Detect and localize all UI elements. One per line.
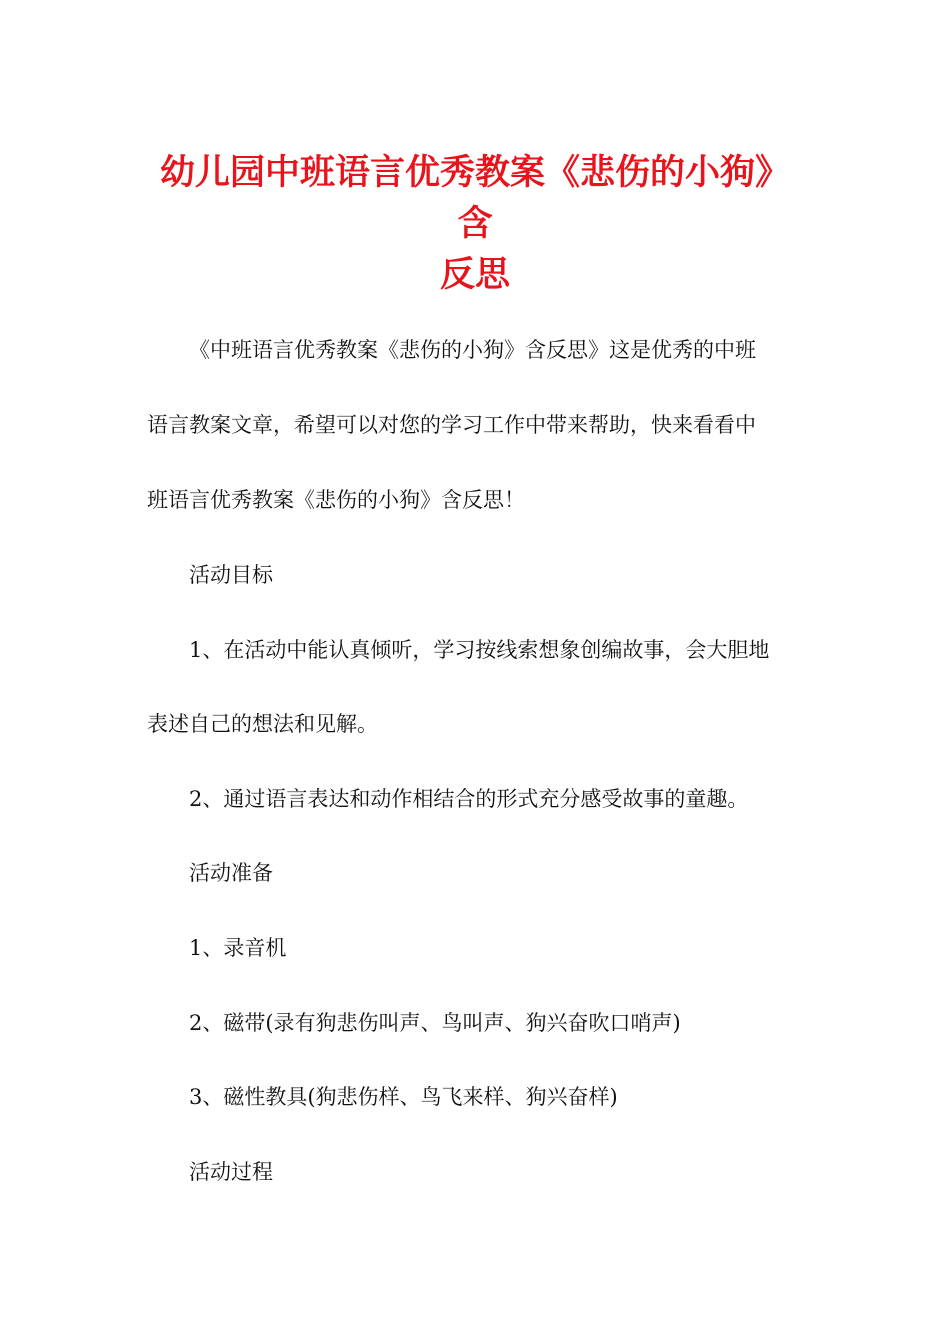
prep-item-1: 1、录音机 [189,936,287,960]
document-title [145,148,805,301]
title-line-1: 幼儿园中班语言优秀教案《悲伤的小狗》含 [159,153,790,244]
section-heading-prep: 活动准备 [189,861,273,885]
section-heading-process: 活动过程 [189,1160,273,1184]
intro-line-2: 语言教案文章，希望可以对您的学习工作中带来帮助，快来看看中 [147,413,756,437]
intro-line-1: 《中班语言优秀教案《悲伤的小狗》含反思》这是优秀的中班 [189,338,756,362]
prep-item-2: 2、磁带(录有狗悲伤叫声、鸟叫声、狗兴奋吹口哨声) [189,1011,681,1035]
goal-1-line-1: 1、在活动中能认真倾听，学习按线索想象创编故事，会大胆地 [189,638,770,662]
title-line-2: 反思 [439,255,510,295]
section-heading-goals: 活动目标 [189,563,273,587]
intro-line-3: 班语言优秀教案《悲伤的小狗》含反思！ [147,488,525,512]
goal-1-line-2: 表述自己的想法和见解。 [147,712,378,736]
goal-2: 2、通过语言表达和动作相结合的形式充分感受故事的童趣。 [189,787,749,811]
prep-item-3: 3、磁性教具(狗悲伤样、鸟飞来样、狗兴奋样) [189,1085,618,1109]
